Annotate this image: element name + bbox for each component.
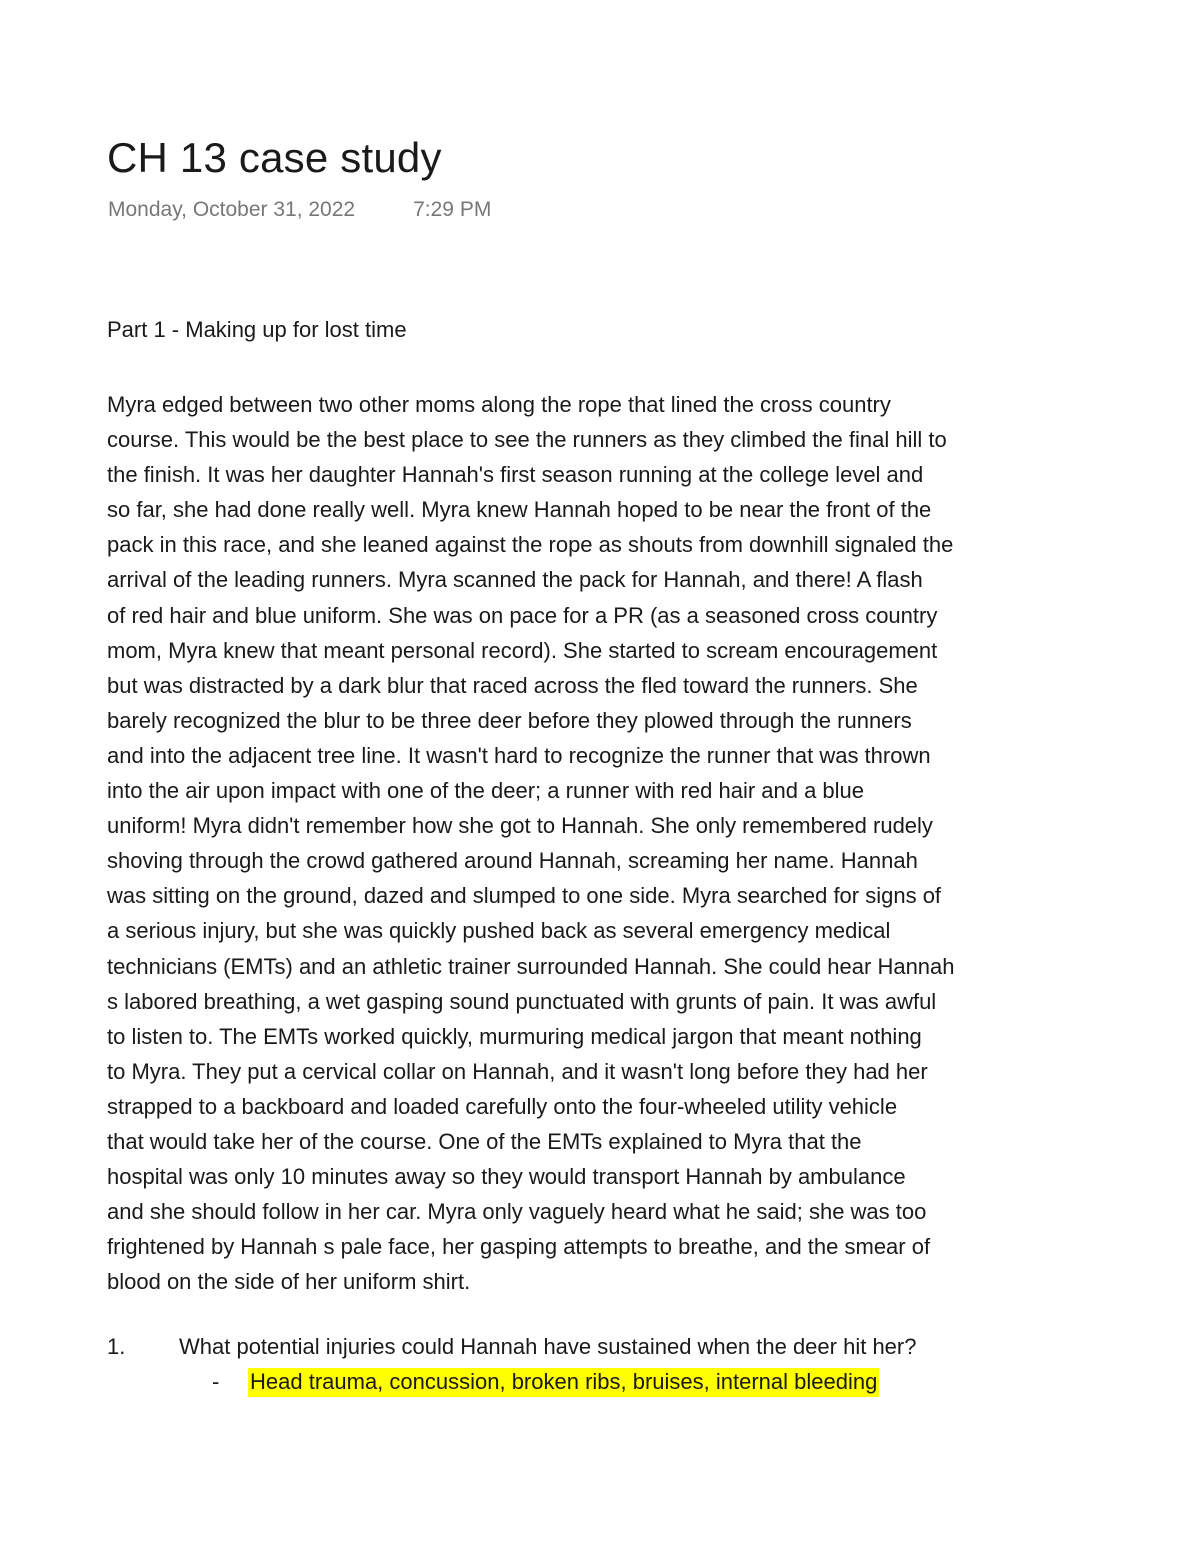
- highlighted-answer: Head trauma, concussion, broken ribs, bruises, internal bleeding: [248, 1368, 879, 1397]
- paragraph-line: shoving through the crowd gathered around Hannah, screaming her name. Hannah: [107, 848, 918, 874]
- paragraph-line: Myra edged between two other moms along the rope that lined the cross country: [107, 392, 891, 417]
- paragraph-line: mom, Myra knew that meant personal record). She started to scream encouragement: [107, 637, 938, 663]
- paragraph-line: barely recognized the blur to be three deer before they plowed through the runners: [107, 707, 912, 733]
- paragraph-line: s labored breathing, a wet gasping sound punctuated with grunts of pain. It was awful: [107, 988, 937, 1014]
- part-heading: Part 1 - Making up for lost time: [107, 317, 407, 342]
- case-paragraph: [107, 387, 1122, 1299]
- paragraph-line: that would take her of the course. One of the EMTs explained to Myra that the: [107, 1128, 862, 1154]
- answer-bullet: -: [212, 1369, 220, 1394]
- paragraph-line: and she should follow in her car. Myra only vaguely heard what he said; she was too: [107, 1199, 927, 1225]
- paragraph-line: the finish. It was her daughter Hannah's first season running at the college level and: [107, 462, 924, 488]
- question-number: 1.: [107, 1334, 126, 1359]
- paragraph-line: blood on the side of her uniform shirt.: [107, 1269, 471, 1295]
- paragraph-line: hospital was only 10 minutes away so they would transport Hannah by ambulance: [107, 1164, 906, 1190]
- answer-1: [212, 1369, 879, 1395]
- paragraph-line: so far, she had done really well. Myra knew Hannah hoped to be near the front of the: [107, 497, 932, 523]
- paragraph-line: to listen to. The EMTs worked quickly, murmuring medical jargon that meant nothing: [107, 1023, 922, 1049]
- paragraph-line: of red hair and blue uniform. She was on pace for a PR (as a seasoned cross country: [107, 602, 938, 628]
- paragraph-line: frightened by Hannah s pale face, her gasping attempts to breathe, and the smear of: [107, 1234, 931, 1260]
- page-date: Monday, October 31, 2022: [108, 198, 356, 221]
- question-text: What potential injuries could Hannah have sustained when the deer hit her?: [179, 1334, 917, 1359]
- paragraph-line: pack in this race, and she leaned against the rope as shouts from downhill signaled the: [107, 532, 954, 558]
- page-meta: [108, 198, 491, 222]
- paragraph-line: course. This would be the best place to see the runners as they climbed the final hill to: [107, 427, 947, 453]
- paragraph-line: to Myra. They put a cervical collar on Hannah, and it wasn't long before they had her: [107, 1058, 928, 1084]
- paragraph-line: arrival of the leading runners. Myra scanned the pack for Hannah, and there! A flash: [107, 567, 923, 593]
- paragraph-line: strapped to a backboard and loaded carefully onto the four-wheeled utility vehicle: [107, 1093, 898, 1119]
- paragraph-line: was sitting on the ground, dazed and slumped to one side. Myra searched for signs of: [107, 883, 942, 909]
- paragraph-line: a serious injury, but she was quickly pushed back as several emergency medical: [107, 918, 891, 944]
- paragraph-line: but was distracted by a dark blur that raced across the fled toward the runners. She: [107, 672, 918, 698]
- page-title: CH 13 case study: [107, 134, 442, 181]
- paragraph-line: technicians (EMTs) and an athletic trainer surrounded Hannah. She could hear Hannah: [107, 953, 955, 979]
- paragraph-line: and into the adjacent tree line. It wasn't hard to recognize the runner that was thrown: [107, 742, 931, 768]
- question-1: [107, 1334, 916, 1360]
- paragraph-line: into the air upon impact with one of the deer; a runner with red hair and a blue: [107, 778, 865, 804]
- paragraph-line: uniform! Myra didn't remember how she got to Hannah. She only remembered rudely: [107, 813, 933, 839]
- page-time: 7:29 PM: [413, 198, 492, 221]
